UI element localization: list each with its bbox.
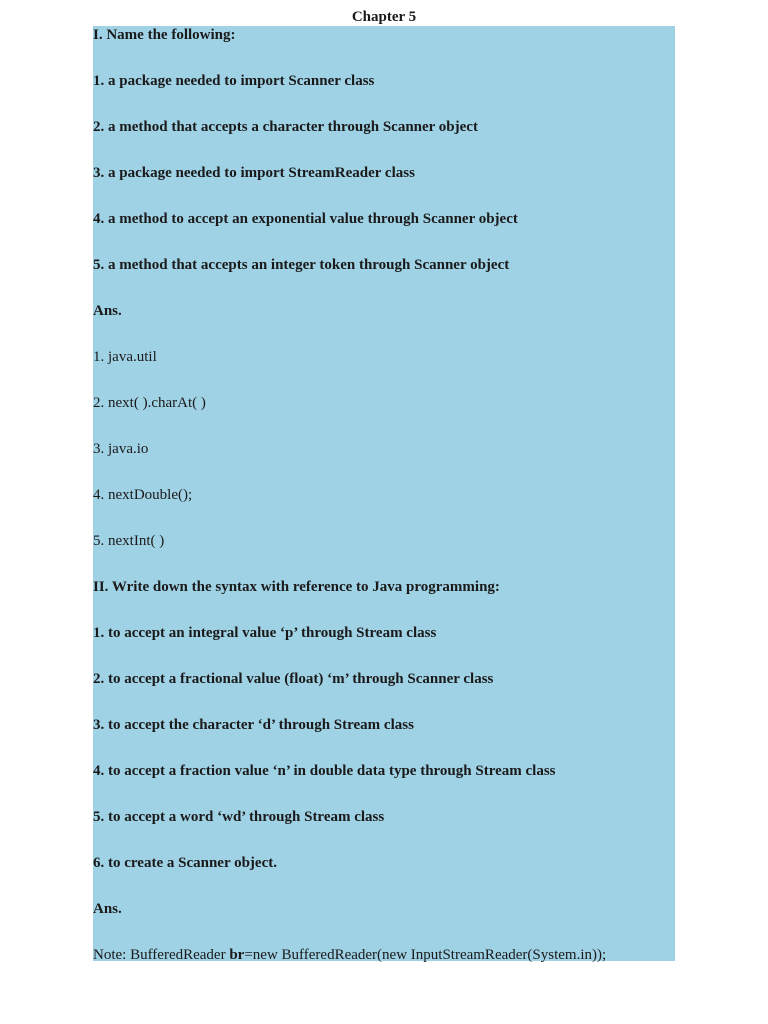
section-1-answer: 3. java.io	[93, 441, 149, 457]
section-2-question: 1. to accept an integral value ‘p’ through Stream class	[93, 625, 437, 641]
section-1-answer: 5. nextInt( )	[93, 533, 165, 549]
highlighted-content	[93, 26, 675, 961]
section-2-question: 6. to create a Scanner object.	[93, 855, 277, 871]
section-1-answer: 2. next( ).charAt( )	[93, 395, 206, 411]
chapter-title: Chapter 5	[351, 9, 417, 25]
section-1-question: 5. a method that accepts an integer token through Scanner object	[93, 257, 510, 273]
note-suffix: =new BufferedReader(new InputStreamReader(System.in));	[244, 947, 607, 963]
section-1-question: 2. a method that accepts a character through Scanner object	[93, 119, 478, 135]
section-1-answer: 4. nextDouble();	[93, 487, 193, 503]
section-2-question: 4. to accept a fraction value ‘n’ in double data type through Stream class	[93, 763, 556, 779]
section-1-question: 1. a package needed to import Scanner class	[93, 73, 375, 89]
section-2-note	[93, 946, 606, 964]
note-prefix: Note: BufferedReader	[93, 947, 230, 963]
section-2-answer-label: Ans.	[93, 901, 122, 917]
section-2-question: 5. to accept a word ‘wd’ through Stream class	[93, 809, 385, 825]
section-1-question: 4. a method to accept an exponential value through Scanner object	[93, 211, 518, 227]
section-2-question: 2. to accept a fractional value (float) ‘m’ through Scanner class	[93, 671, 494, 687]
section-2-question: 3. to accept the character ‘d’ through Stream class	[93, 717, 414, 733]
section-1-answer: 1. java.util	[93, 349, 157, 365]
section-2-heading: II. Write down the syntax with reference to Java programming:	[93, 579, 500, 595]
section-1-question: 3. a package needed to import StreamReader class	[93, 165, 415, 181]
section-1-answer-label: Ans.	[93, 303, 122, 319]
section-1-heading: I. Name the following:	[93, 27, 236, 43]
note-variable: br	[229, 947, 245, 963]
